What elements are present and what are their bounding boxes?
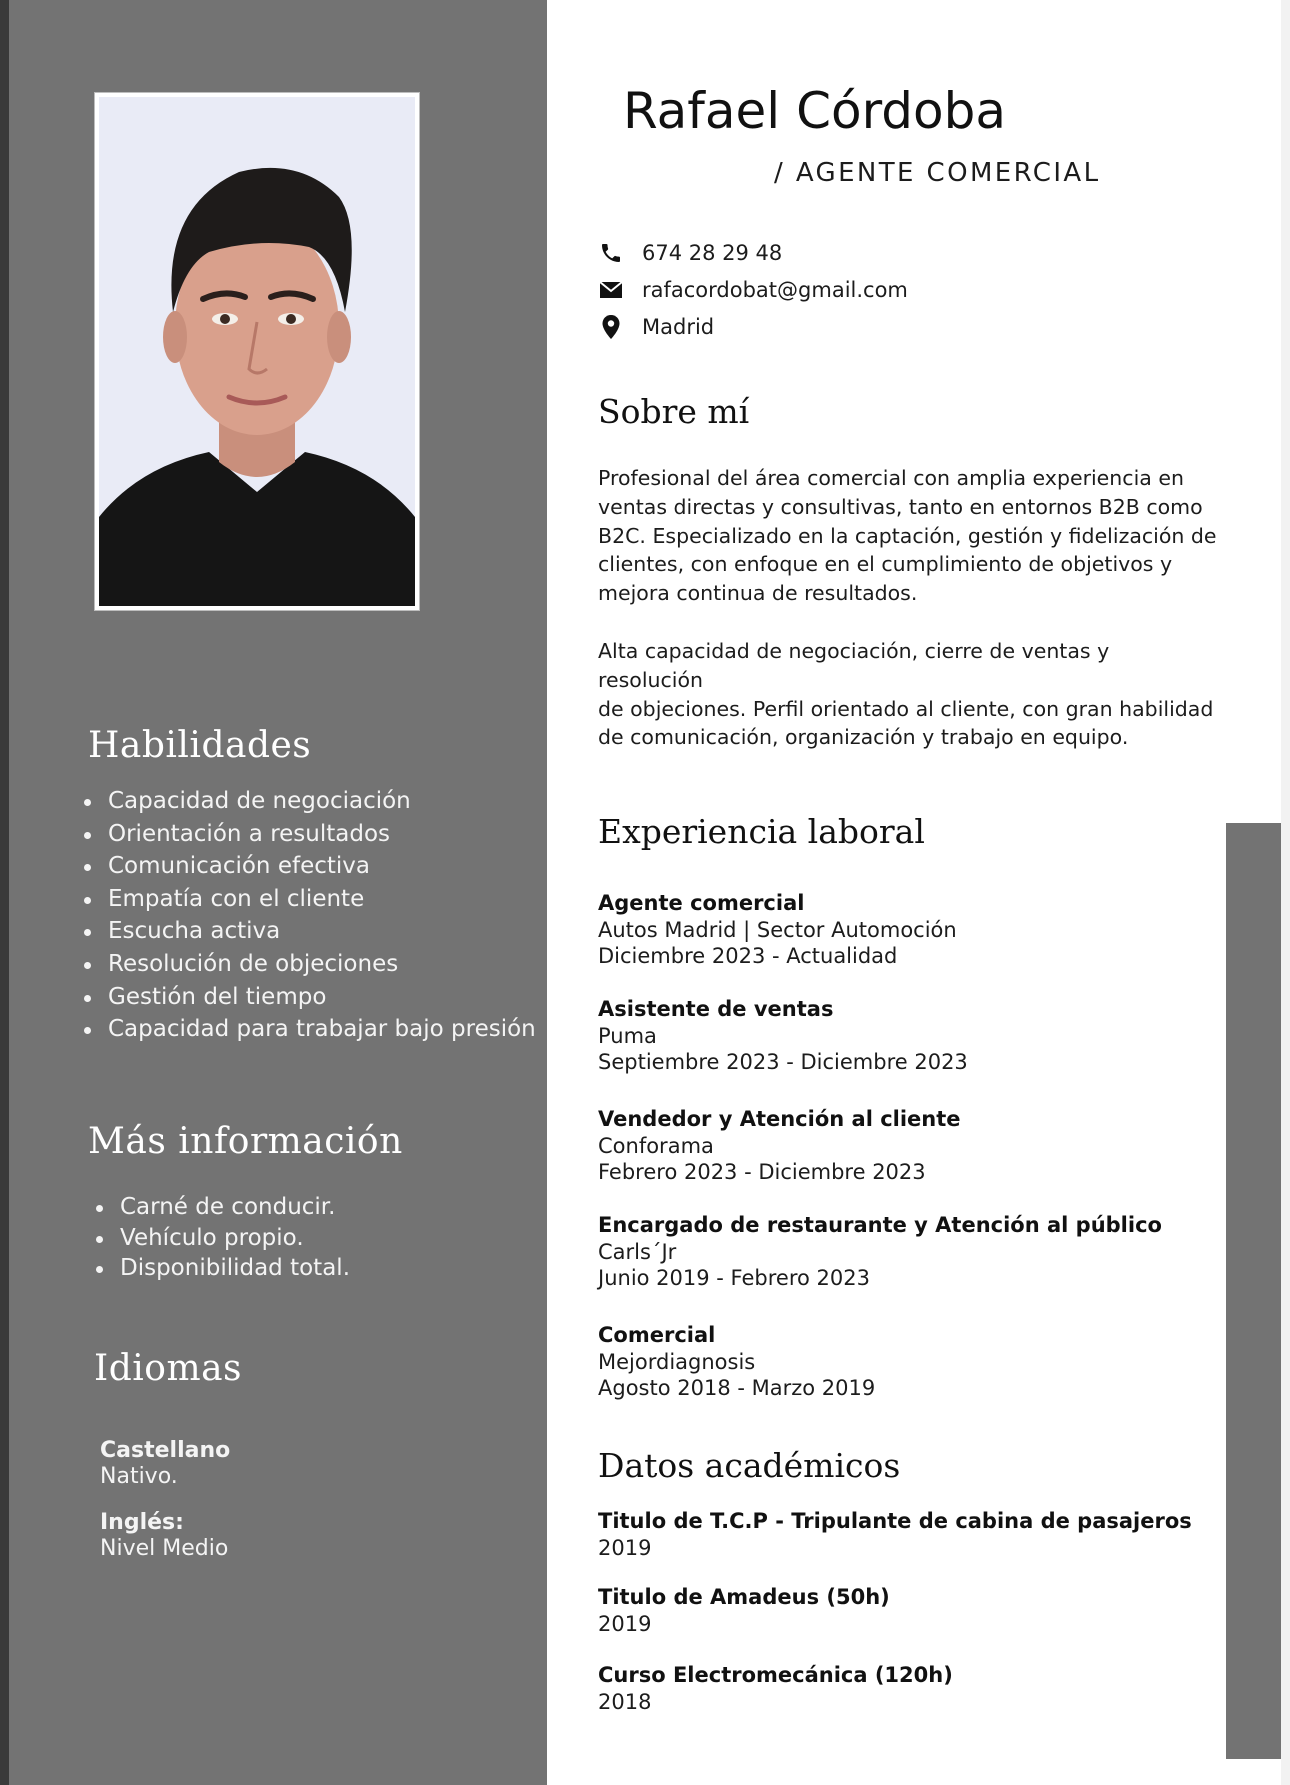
text-line: ventas directas y consultivas, tanto en entornos B2B como [598,494,1203,519]
profile-photo [94,92,420,611]
language-level: Nivel Medio [100,1536,229,1561]
text-line: B2C. Especializado en la captación, gestión y fidelización de [598,523,1217,548]
education-year: 2019 [598,1611,652,1636]
experience-item [598,996,968,1076]
language-item [100,1510,228,1562]
contact-phone [598,240,782,266]
list-item: Capacidad para trabajar bajo presión [108,1013,536,1046]
phone-icon [598,240,624,266]
list-item: Vehículo propio. [120,1223,350,1254]
experience-heading: Experiencia laboral [598,812,925,851]
experience-dates: Septiembre 2023 - Diciembre 2023 [598,1050,968,1074]
education-item [598,1508,1192,1561]
education-title: Titulo de Amadeus (50h) [598,1585,890,1609]
text-line: de comunicación, organización y trabajo en equipo. [598,725,1129,750]
education-title: Titulo de T.C.P - Tripulante de cabina de pasajeros [598,1509,1192,1533]
mail-icon [598,277,624,303]
experience-item [598,1212,1162,1292]
list-item: Capacidad de negociación [108,785,536,818]
list-item: Escucha activa [108,915,536,948]
phone-number: 674 28 29 48 [642,241,783,265]
education-year: 2018 [598,1689,652,1714]
text-line: de objeciones. Perfil orientado al cliente, con gran habilidad [598,696,1214,721]
experience-dates: Febrero 2023 - Diciembre 2023 [598,1160,926,1184]
email-address: rafacordobat@gmail.com [642,278,908,302]
location-text: Madrid [642,315,715,339]
about-heading: Sobre mí [598,392,750,431]
education-heading: Datos académicos [598,1446,901,1485]
job-title: / AGENTE COMERCIAL [774,158,1101,188]
text-line: clientes, con enfoque en el cumplimiento de objetivos y [598,552,1173,577]
left-edge-strip [0,0,9,1785]
more-info-heading: Más información [88,1121,403,1162]
experience-company: Conforama [598,1133,714,1158]
text-line: Profesional del área comercial con amplia experiencia en [598,466,1184,490]
experience-item [598,890,957,970]
language-name: Inglés: [100,1510,184,1535]
about-paragraph-2 [598,637,1218,752]
language-level: Nativo. [100,1464,178,1489]
list-item: Empatía con el cliente [108,883,536,916]
experience-company: Puma [598,1023,657,1048]
language-item [100,1438,230,1490]
language-name: Castellano [100,1438,231,1463]
list-item: Resolución de objeciones [108,948,536,981]
list-item: Comunicación efectiva [108,850,536,883]
contact-email [598,277,908,303]
list-item: Orientación a resultados [108,818,536,851]
experience-title: Vendedor y Atención al cliente [598,1107,961,1131]
more-info-list [120,1192,350,1284]
list-item: Carné de conducir. [120,1192,350,1223]
experience-title: Agente comercial [598,891,805,915]
skills-list [108,785,536,1046]
experience-item [598,1106,961,1186]
education-item [598,1662,953,1715]
education-title: Curso Electromecánica (120h) [598,1663,953,1687]
candidate-name: Rafael Córdoba [623,82,1006,140]
experience-title: Asistente de ventas [598,997,834,1021]
location-pin-icon [598,314,624,340]
contact-location [598,314,714,340]
experience-dates: Agosto 2018 - Marzo 2019 [598,1376,876,1400]
experience-title: Encargado de restaurante y Atención al público [598,1213,1162,1237]
text-line: mejora continua de resultados. [598,581,918,606]
experience-company: Autos Madrid | Sector Automoción [598,917,957,942]
experience-dates: Junio 2019 - Febrero 2023 [598,1266,870,1290]
list-item: Disponibilidad total. [120,1253,350,1284]
about-paragraph-1 [598,464,1218,608]
right-edge-strip [1281,0,1290,1785]
education-item [598,1584,890,1637]
right-accent-bar [1226,823,1281,1759]
experience-dates: Diciembre 2023 - Actualidad [598,944,898,968]
portrait-image [99,97,415,606]
experience-item [598,1322,875,1402]
languages-heading: Idiomas [94,1348,243,1389]
experience-company: Carls´Jr [598,1239,677,1264]
list-item: Gestión del tiempo [108,981,536,1014]
experience-company: Mejordiagnosis [598,1349,756,1374]
education-year: 2019 [598,1535,652,1560]
text-line: Alta capacidad de negociación, cierre de ventas y resolución [598,639,1110,692]
experience-title: Comercial [598,1323,716,1347]
skills-heading: Habilidades [88,725,312,766]
